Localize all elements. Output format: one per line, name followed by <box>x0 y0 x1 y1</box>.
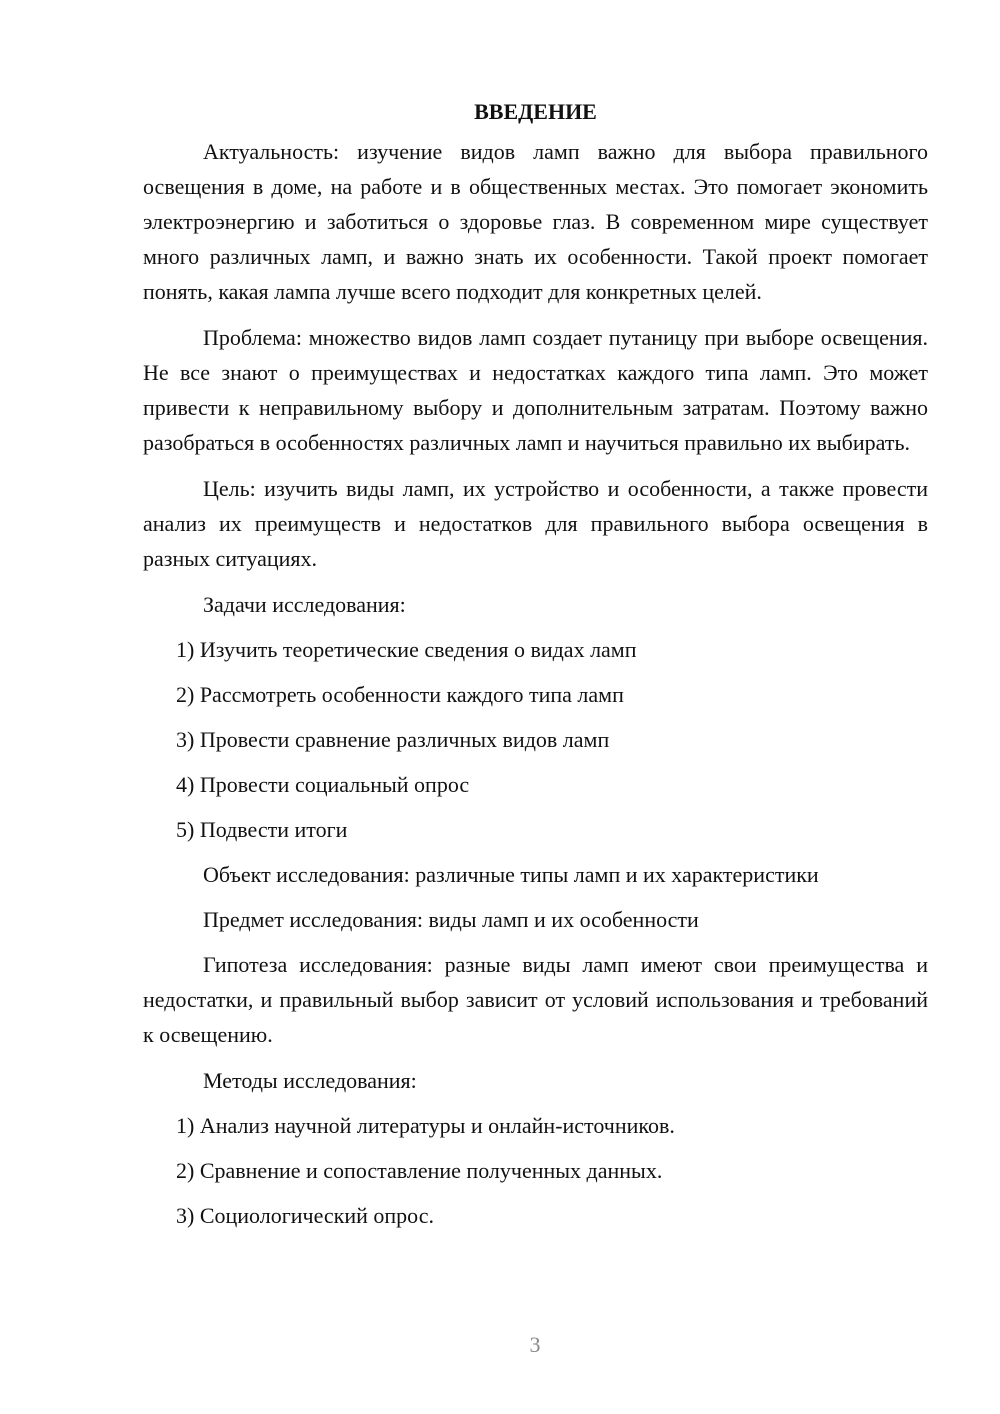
page-content <box>143 94 928 1243</box>
page-title: ВВЕДЕНИЕ <box>474 99 597 124</box>
task-item: 2) Рассмотреть особенности каждого типа ламп <box>176 682 624 707</box>
task-item: 1) Изучить теоретические сведения о видах ламп <box>176 637 637 662</box>
tasks-heading: Задачи исследования: <box>203 592 406 617</box>
hypothesis-paragraph: Гипотеза исследования: разные виды ламп имеют свои преимущества и недостатки, и правильный выбор зависит от условий использования и требований к освещению. <box>143 952 928 1047</box>
task-item: 4) Провести социальный опрос <box>176 772 470 797</box>
research-subject: Предмет исследования: виды ламп и их особенности <box>203 907 699 932</box>
task-item: 3) Провести сравнение различных видов ламп <box>176 727 610 752</box>
method-item: 2) Сравнение и сопоставление полученных данных. <box>176 1158 663 1183</box>
methods-list <box>143 1108 928 1233</box>
method-item: 3) Социологический опрос. <box>176 1203 434 1228</box>
method-item: 1) Анализ научной литературы и онлайн-источников. <box>176 1113 675 1138</box>
tasks-list <box>143 632 928 847</box>
relevance-paragraph: Актуальность: изучение видов ламп важно для выбора правильного освещения в доме, на работе и в общественных местах. Это помогает экономить электроэнергию и заботиться о здоровье глаз. В современном мире существует много различных ламп, и важно знать их особенности. Такой проект помогает понять, какая лампа лучше всего подходит для конкретных целей. <box>143 139 928 304</box>
task-item: 5) Подвести итоги <box>176 817 348 842</box>
research-object: Объект исследования: различные типы ламп и их характеристики <box>203 862 819 887</box>
problem-paragraph: Проблема: множество видов ламп создает путаницу при выборе освещения. Не все знают о преимуществах и недостатках каждого типа ламп. Это может привести к неправильному выбору и дополнительным затратам. Поэтому важно разобраться в особенностях различных ламп и научиться правильно их выбирать. <box>143 325 928 455</box>
goal-paragraph: Цель: изучить виды ламп, их устройство и особенности, а также провести анализ их преимуществ и недостатков для правильного выбора освещения в разных ситуациях. <box>143 476 928 571</box>
methods-heading: Методы исследования: <box>203 1068 417 1093</box>
page-number: 3 <box>529 1332 541 1357</box>
